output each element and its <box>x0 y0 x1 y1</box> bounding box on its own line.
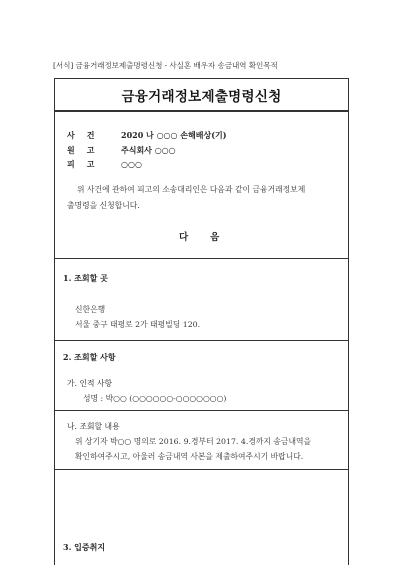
party-label-defendant: 피고 <box>67 159 107 169</box>
divider <box>55 340 348 341</box>
center-heading: 다음 <box>179 232 242 243</box>
section-2b-line-1: 위 상기자 박○○ 명의로 2016. 9.경부터 2017. 4.경까지 송금내역을 <box>75 437 312 446</box>
section-2b-line-2: 확인하여주시고, 아울러 송금내역 사본을 제출하여주시기 바랍니다. <box>75 452 304 461</box>
form-header: [서식] 금융거래정보제출명령신청 - 사실혼 배우자 송금내역 확인목적 <box>53 61 278 70</box>
document-box <box>54 78 349 565</box>
section-3-heading: 3. 입증취지 <box>63 542 106 552</box>
party-value-case: 2020 나 ○○○ 손해배상(기) <box>121 130 227 140</box>
party-label-case: 사건 <box>67 130 107 140</box>
party-label-plaintiff: 원고 <box>67 145 107 155</box>
title-area <box>55 79 348 112</box>
section-2a-heading: 가. 인적 사항 <box>67 379 113 388</box>
section-2b-heading: 나. 조회할 내용 <box>67 422 120 431</box>
document-title: 금융거래정보제출명령신청 <box>121 88 282 105</box>
section-1-line-1: 신한은행 <box>75 305 106 314</box>
section-1-heading: 1. 조회할 곳 <box>63 273 108 283</box>
section-2a-line: 성명 : 박○○ (○○○○○○-○○○○○○○) <box>83 394 227 403</box>
section-2-heading: 2. 조회할 사항 <box>63 352 116 362</box>
intro-line-1: 위 사건에 관하여 피고의 소송대리인은 다음과 같이 금융거래정보제 <box>77 185 306 194</box>
party-value-plaintiff: 주식회사 ○○○ <box>121 145 176 155</box>
party-value-defendant: ○○○ <box>121 159 142 169</box>
section-1-line-2: 서울 중구 태평로 2가 태평빌딩 120. <box>75 320 201 329</box>
intro-line-2: 출명령을 신청합니다. <box>67 201 140 210</box>
divider <box>55 410 348 411</box>
divider <box>55 258 348 259</box>
divider <box>55 469 348 470</box>
